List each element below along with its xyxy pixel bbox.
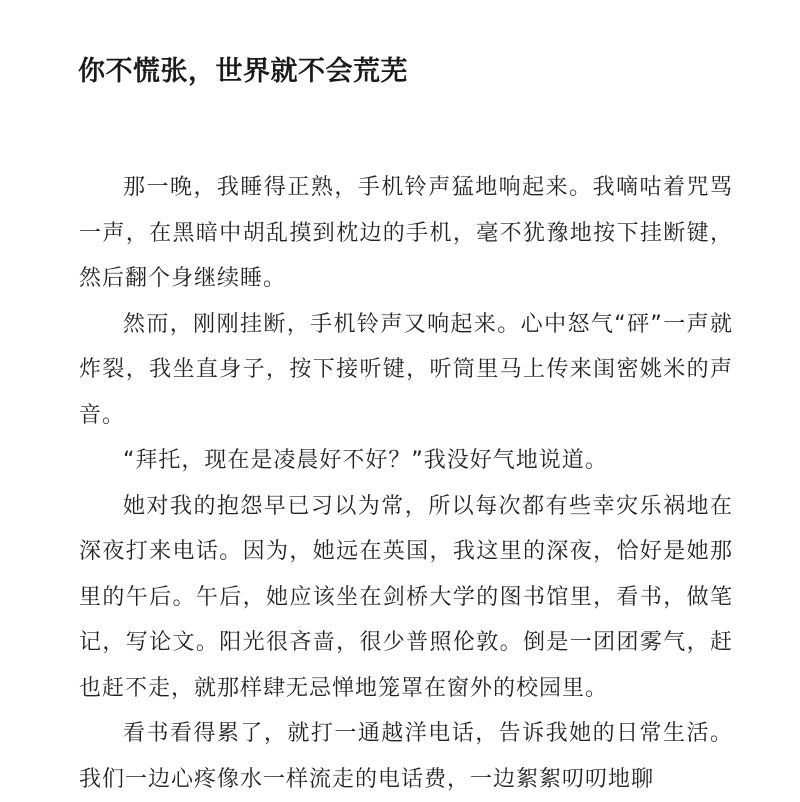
- paragraph: 那一晚，我睡得正熟，手机铃声猛地响起来。我嘀咕着咒骂一声，在黑暗中胡乱摸到枕边的手机，毫不犹豫地按下挂断键，然后翻个身继续睡。: [79, 175, 733, 291]
- paragraph: “拜托，现在是凌晨好不好？”我没好气地说道。: [123, 448, 608, 473]
- paragraph: 然而，刚刚挂断，手机铃声又响起来。心中怒气“砰”一声就炸裂，我坐直身子，按下接听键，听筒里马上传来闺密姚米的声音。: [79, 311, 733, 428]
- paragraph: 看书看得累了，就打一通越洋电话，告诉我她的日常生活。我们一边心疼像水一样流走的电话费，一边絮絮叨叨地聊: [79, 721, 733, 792]
- document-title: 你不慌张，世界就不会荒芜: [78, 56, 408, 87]
- document-body: [79, 165, 733, 802]
- paragraph: 她对我的抱怨早已习以为常，所以每次都有些幸灾乐祸地在深夜打来电话。因为，她远在英国，我这里的深夜，恰好是她那里的午后。午后，她应该坐在剑桥大学的图书馆里，看书，做笔记，写论文。阳光很吝啬，很少普照伦敦。倒是一团团雾气，赶也赶不走，就那样肆无忌惮地笼罩在窗外的校园里。: [79, 493, 733, 701]
